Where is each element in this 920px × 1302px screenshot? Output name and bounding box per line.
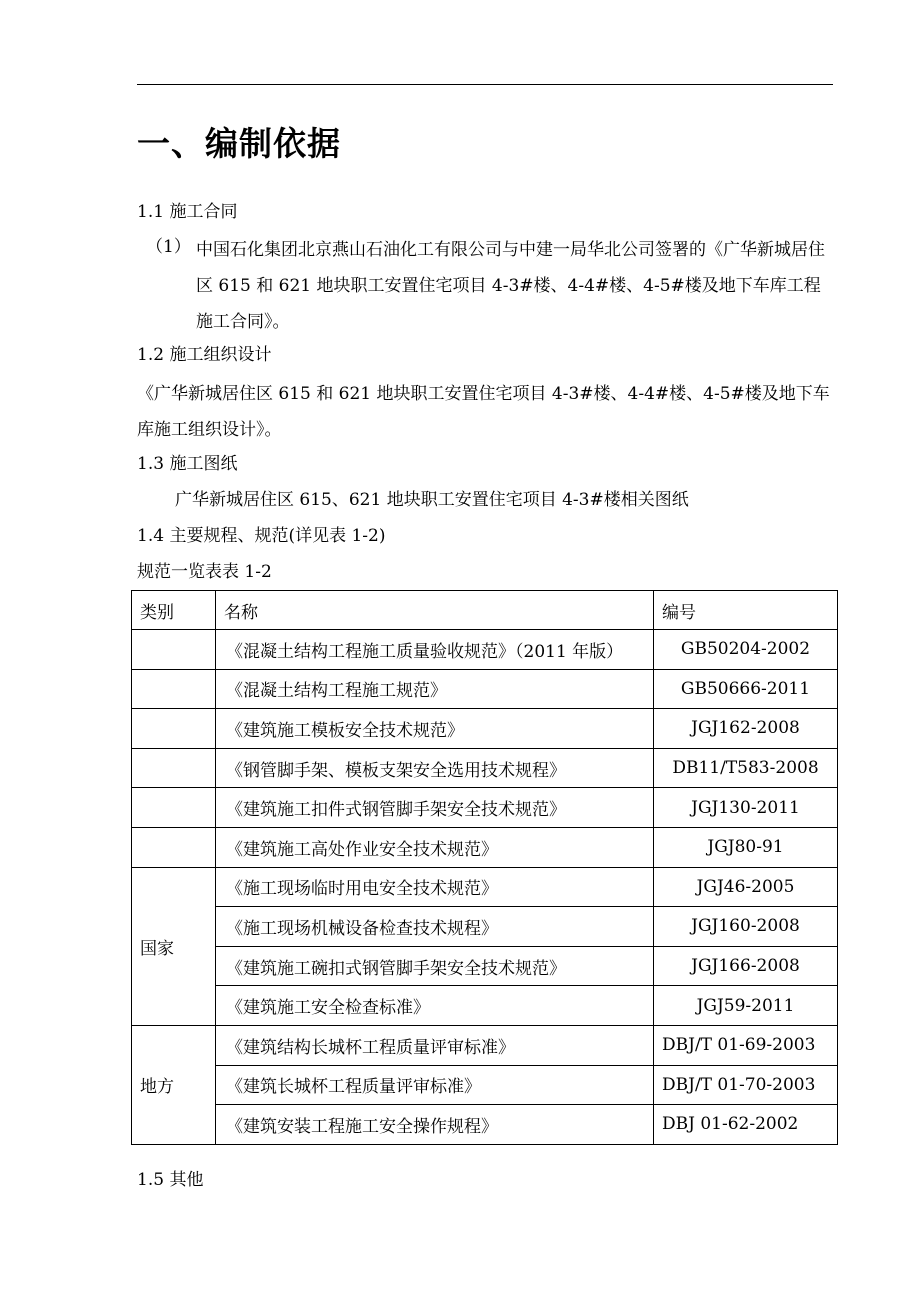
standard-name: 《钢管脚手架、模板支架安全选用技术规程》: [216, 748, 654, 788]
standard-code: JGJ59-2011: [654, 986, 838, 1026]
section-heading-1-2: 1.2 施工组织设计: [137, 345, 272, 365]
table-row: [132, 1065, 838, 1105]
standard-code: DBJ/T 01-70-2003: [654, 1065, 838, 1105]
header-code: 编号: [654, 591, 838, 630]
standard-name: 《建筑施工模板安全技术规范》: [216, 709, 654, 749]
standard-code: GB50204-2002: [654, 630, 838, 670]
category-national: 国家: [132, 867, 216, 1025]
list-marker-1: （1）: [146, 237, 191, 257]
standard-name: 《混凝土结构工程施工规范》: [216, 669, 654, 709]
table-row: [132, 986, 838, 1026]
standard-code: JGJ80-91: [654, 827, 838, 867]
standard-code: DBJ 01-62-2002: [654, 1105, 838, 1145]
category-cell-empty: [132, 669, 216, 709]
category-cell-empty: [132, 748, 216, 788]
standard-name: 《混凝土结构工程施工质量验收规范》（2011 年版）: [216, 630, 654, 670]
standard-name: 《施工现场机械设备检查技术规程》: [216, 907, 654, 947]
category-cell-empty: [132, 827, 216, 867]
section-heading-1-4: 1.4 主要规程、规范(详见表 1-2): [137, 526, 386, 546]
section-heading-1-1: 1.1 施工合同: [137, 202, 238, 222]
standard-name: 《施工现场临时用电安全技术规范》: [216, 867, 654, 907]
category-cell-empty: [132, 709, 216, 749]
table-row: [132, 907, 838, 947]
standard-code: JGJ166-2008: [654, 946, 838, 986]
header-rule: [137, 84, 833, 85]
table-row: [132, 946, 838, 986]
category-cell-empty: [132, 630, 216, 670]
header-name: 名称: [216, 591, 654, 630]
table-caption: 规范一览表表 1-2: [137, 562, 272, 582]
standard-code: DB11/T583-2008: [654, 748, 838, 788]
standards-table: [131, 590, 838, 1145]
standard-code: JGJ162-2008: [654, 709, 838, 749]
category-local: 地方: [132, 1025, 216, 1144]
table-row: [132, 630, 838, 670]
drawings-paragraph: 广华新城居住区 615、621 地块职工安置住宅项目 4-3#楼相关图纸: [175, 490, 689, 510]
section-heading-1-5: 1.5 其他: [137, 1170, 204, 1190]
standard-code: DBJ/T 01-69-2003: [654, 1025, 838, 1065]
table-row: [132, 669, 838, 709]
standard-code: GB50666-2011: [654, 669, 838, 709]
table-header-row: [132, 591, 838, 630]
construction-design-paragraph: 《广华新城居住区 615 和 621 地块职工安置住宅项目 4-3#楼、4-4#楼、4-5#楼及地下车库施工组织设计》。: [137, 384, 830, 440]
table-row: [132, 1025, 838, 1065]
category-cell-empty: [132, 788, 216, 828]
standard-name: 《建筑施工高处作业安全技术规范》: [216, 827, 654, 867]
standard-name: 《建筑长城杯工程质量评审标准》: [216, 1065, 654, 1105]
standard-code: JGJ46-2005: [654, 867, 838, 907]
standard-name: 《建筑施工安全检查标准》: [216, 986, 654, 1026]
standard-name: 《建筑施工扣件式钢管脚手架安全技术规范》: [216, 788, 654, 828]
contract-paragraph: 中国石化集团北京燕山石油化工有限公司与中建一局华北公司签署的《广华新城居住区 615 和 621 地块职工安置住宅项目 4-3#楼、4-4#楼、4-5#楼及地下车库工程施工合同》。: [196, 240, 825, 332]
standard-name: 《建筑安装工程施工安全操作规程》: [216, 1105, 654, 1145]
table-row: [132, 867, 838, 907]
standard-name: 《建筑结构长城杯工程质量评审标准》: [216, 1025, 654, 1065]
table-row: [132, 1105, 838, 1145]
table-row: [132, 709, 838, 749]
table-row: [132, 788, 838, 828]
header-category: 类别: [132, 591, 216, 630]
standard-name: 《建筑施工碗扣式钢管脚手架安全技术规范》: [216, 946, 654, 986]
section-heading-1-3: 1.3 施工图纸: [137, 454, 238, 474]
standard-code: JGJ130-2011: [654, 788, 838, 828]
table-row: [132, 748, 838, 788]
standard-code: JGJ160-2008: [654, 907, 838, 947]
page-title: 一、编制依据: [137, 124, 341, 163]
table-row: [132, 827, 838, 867]
